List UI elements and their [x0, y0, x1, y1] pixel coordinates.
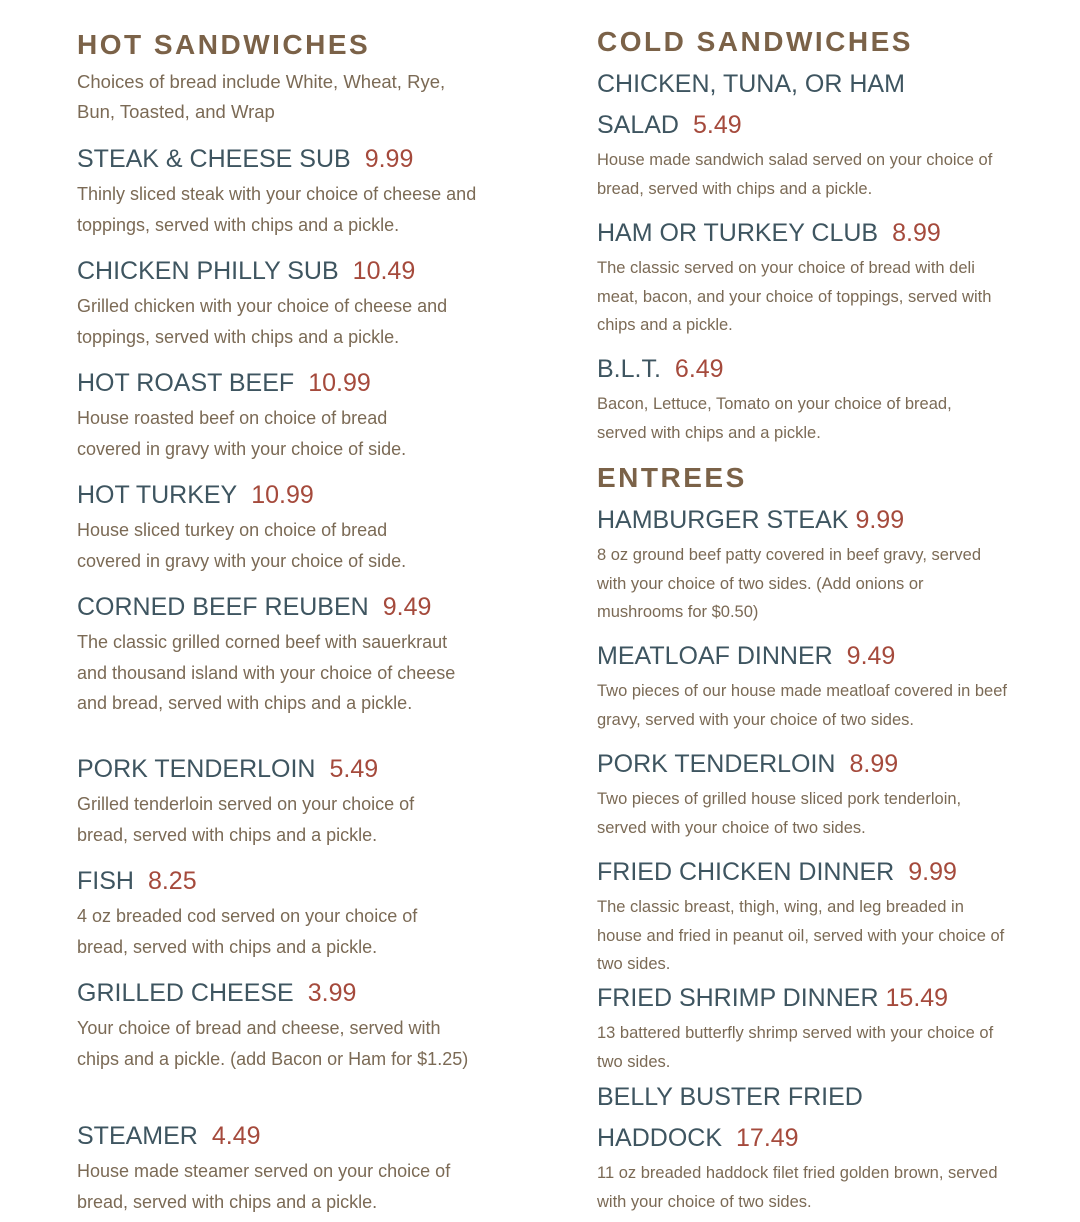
menu-item-description: Grilled tenderloin served on your choice of bread, served with chips and a pickle. — [77, 794, 415, 845]
menu-item-description: Two pieces of grilled house sliced pork tenderloin, served with your choice of two sides. — [597, 790, 962, 837]
item-price: 4.49 — [211, 1122, 261, 1150]
menu-item-name — [77, 139, 413, 180]
menu-item-name — [597, 105, 742, 146]
item-price: 5.49 — [329, 755, 379, 783]
menu-item-description: Your choice of bread and cheese, served with chips and a pickle. (add Bacon or Ham for $1.25) — [77, 1018, 469, 1069]
item-price: 9.49 — [382, 593, 432, 621]
menu-item-name — [597, 636, 895, 677]
menu-item-name-line: BELLY BUSTER FRIED — [597, 1083, 863, 1111]
menu-item-description: House sliced turkey on choice of bread covered in gravy with your choice of side. — [77, 520, 407, 571]
item-price: 17.49 — [736, 1124, 799, 1152]
item-price: 8.99 — [892, 219, 941, 247]
menu-item-description: Bacon, Lettuce, Tomato on your choice of bread, served with chips and a pickle. — [597, 395, 952, 442]
item-price: 8.99 — [849, 750, 899, 778]
menu-item-description: 11 oz breaded haddock filet fried golden brown, served with your choice of two sides. — [597, 1164, 998, 1211]
item-title: B.L.T. — [597, 355, 661, 383]
item-price: 9.99 — [855, 506, 905, 534]
menu-item-description: House made steamer served on your choice of bread, served with chips and a pickle. — [77, 1161, 451, 1212]
item-title: HOT TURKEY — [77, 481, 238, 509]
menu-item-name — [77, 251, 415, 292]
item-title: FRIED CHICKEN DINNER — [597, 858, 895, 886]
item-title: CORNED BEEF REUBEN — [77, 593, 369, 621]
item-price: 3.99 — [307, 979, 357, 1007]
menu-item-name — [77, 475, 314, 516]
item-title: PORK TENDERLOIN — [597, 750, 836, 778]
item-title: HOT ROAST BEEF — [77, 369, 295, 397]
item-title: HAM OR TURKEY CLUB — [597, 219, 879, 247]
menu-item-name — [77, 363, 371, 404]
menu-item-description: 8 oz ground beef patty covered in beef gravy, served with your choice of two sides. (Add onions or mushrooms for $0.50) — [597, 546, 982, 621]
menu-item-description: The classic breast, thigh, wing, and leg breaded in house and fried in peanut oil, served with your choice of two sides. — [597, 898, 1005, 973]
menu-item-description: House roasted beef on choice of bread covered in gravy with your choice of side. — [77, 408, 407, 459]
item-title: STEAK & CHEESE SUB — [77, 145, 351, 173]
menu-item-name — [597, 744, 898, 785]
item-price: 10.99 — [251, 481, 314, 509]
item-title: FISH — [77, 867, 134, 895]
menu-item-description: House made sandwich salad served on your choice of bread, served with chips and a pickle. — [597, 151, 993, 198]
menu-item-name — [597, 500, 904, 541]
entrees-heading: ENTREES — [597, 462, 747, 493]
item-price: 5.49 — [692, 111, 742, 139]
item-title: HAMBURGER STEAK — [597, 506, 849, 534]
menu-item-name — [77, 1116, 261, 1157]
menu-item-name — [597, 213, 941, 254]
cold-sandwiches-heading: COLD SANDWICHES — [597, 26, 913, 57]
item-price: 9.99 — [908, 858, 957, 886]
menu-item-description: 13 battered butterfly shrimp served with your choice of two sides. — [597, 1024, 994, 1071]
menu-item-name — [77, 749, 378, 790]
item-price: 10.49 — [352, 257, 416, 285]
item-price: 6.49 — [674, 355, 724, 383]
item-title: FRIED SHRIMP DINNER — [597, 984, 879, 1012]
menu-item-description: Thinly sliced steak with your choice of cheese and toppings, served with chips and a pickle. — [77, 184, 477, 235]
menu-item-name — [597, 978, 948, 1019]
bread-choices-note: Choices of bread include White, Wheat, Rye, Bun, Toasted, and Wrap — [77, 71, 446, 122]
menu-item-name — [77, 587, 431, 628]
menu-item-description: Two pieces of our house made meatloaf covered in beef gravy, served with your choice of two sides. — [597, 682, 1007, 729]
item-price: 9.49 — [846, 642, 896, 670]
item-title: STEAMER — [77, 1122, 198, 1150]
item-price: 10.99 — [308, 369, 371, 397]
menu-item-name-line: CHICKEN, TUNA, OR HAM — [597, 70, 905, 98]
menu-item-name — [597, 349, 724, 390]
item-title: HADDOCK — [597, 1124, 723, 1152]
item-title: PORK TENDERLOIN — [77, 755, 316, 783]
item-title: MEATLOAF DINNER — [597, 642, 833, 670]
item-price: 8.25 — [147, 867, 197, 895]
menu-item-description: The classic grilled corned beef with sauerkraut and thousand island with your choice of cheese and bread, served with chips and a pickle. — [77, 632, 456, 713]
item-title: CHICKEN PHILLY SUB — [77, 257, 339, 285]
menu-item-name — [597, 1118, 799, 1159]
menu-item-name — [597, 852, 957, 893]
menu-item-description: Grilled chicken with your choice of cheese and toppings, served with chips and a pickle. — [77, 296, 448, 347]
menu-item-description: 4 oz breaded cod served on your choice of bread, served with chips and a pickle. — [77, 906, 418, 957]
menu-item-name — [77, 973, 356, 1014]
item-price: 15.49 — [885, 984, 949, 1012]
item-title: GRILLED CHEESE — [77, 979, 294, 1007]
hot-sandwiches-heading: HOT SANDWICHES — [77, 29, 371, 60]
item-price: 9.99 — [364, 145, 414, 173]
menu-item-description: The classic served on your choice of bread with deli meat, bacon, and your choice of toppings, served with chips and a pickle. — [597, 259, 992, 334]
menu-item-name — [77, 861, 197, 902]
item-title: SALAD — [597, 111, 679, 139]
